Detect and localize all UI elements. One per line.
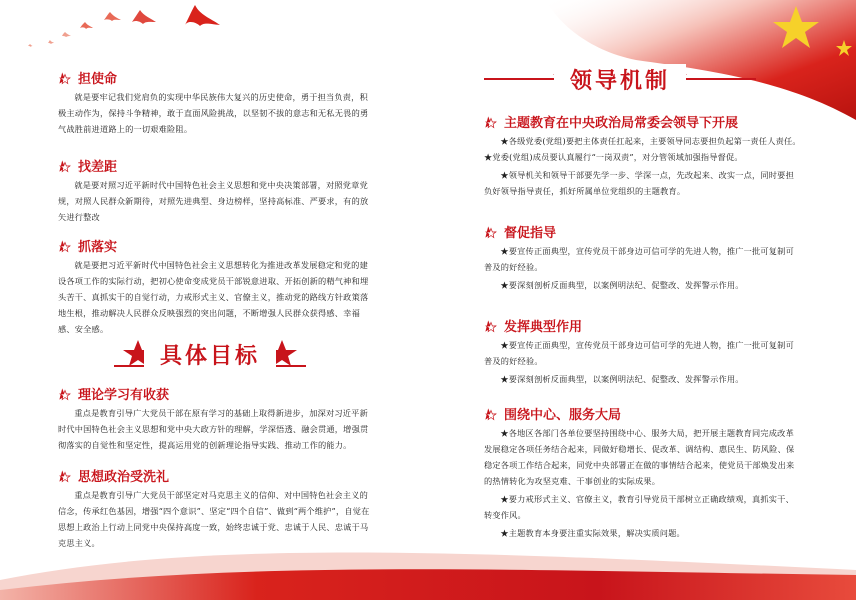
right-section-4 — [484, 404, 802, 541]
section-title: 抓落实 — [78, 240, 118, 255]
section-text: 就是要牢记我们党肩负的实现中华民族伟大复兴的历史使命，勇于担当负责，积极主动作为，保持斗争精神，敢于直面风险挑战，以坚韧不拔的意志和无私无畏的勇气战胜前进道路上的一切艰难险阻。 — [58, 92, 369, 134]
star-icon — [58, 469, 72, 483]
section-title: 督促指导 — [504, 226, 557, 241]
star-icon — [484, 407, 498, 421]
star-icon — [484, 115, 498, 129]
star-icon — [58, 159, 72, 173]
section-text: ★各地区各部门各单位要坚持围绕中心、服务大局，把开展主题教育同完成改革发展稳定各项任务结合起来，同做好稳增长、促改革、调结构、惠民生、防风险、保稳定各项工作结合起来，同党中央部署正在做的事情结合起来，使党员干部焕发出来的热情转化为攻坚克难、干事创业的实际成果。 — [484, 428, 795, 486]
section-text: 重点是教育引导广大党员干部坚定对马克思主义的信仰、对中国特色社会主义的信念，传承红色基因，增强“四个意识”、坚定“四个自信”、做到“两个维护”，自觉在思想上政治上行动上同党中央保持高度一致，始终忠诚于党、忠诚于人民、忠诚于马克思主义。 — [58, 490, 370, 548]
section-text: ★要深刻剖析反面典型，以案例明法纪、促整改、发挥警示作用。 — [500, 374, 744, 384]
right-section-2 — [484, 222, 802, 293]
section-text: ★要力戒形式主义、官僚主义，教育引导党员干部树立正确政绩观，真抓实干、转变作风。 — [484, 494, 794, 520]
right-section-3 — [484, 316, 802, 387]
banner-goals — [110, 336, 310, 372]
section-title: 围绕中心、服务大局 — [504, 408, 622, 423]
section-text: ★要深刻剖析反面典型，以案例明法纪、促整改、发挥警示作用。 — [500, 280, 744, 290]
star-icon — [58, 387, 72, 401]
banner-mechanism — [480, 60, 760, 98]
section-text: ★要宣传正面典型，宣传党员干部身边可信可学的先进人物，推广一批可复制可普及的好经验。 — [484, 246, 794, 272]
bottom-wave-decoration — [0, 530, 856, 600]
section-text: 重点是教育引导广大党员干部在原有学习的基础上取得新进步，加深对习近平新时代中国特色社会主义思想和党中央大政方针的理解，学深悟透、融会贯通，增强贯彻落实的自觉性和坚定性，提高运用党的创新理论指导实践、推动工作的能力。 — [58, 408, 369, 450]
section-title: 担使命 — [78, 72, 118, 87]
star-icon — [58, 239, 72, 253]
section-text: ★要宣传正面典型，宣传党员干部身边可信可学的先进人物，推广一批可复制可普及的好经验。 — [484, 340, 794, 366]
section-text: 就是要把习近平新时代中国特色社会主义思想转化为推进改革发展稳定和党的建设各项工作的实际行动，把初心使命变成党员干部锐意进取、开拓创新的精气神和埋头苦干、真抓实干的自觉行动，力戒形式主义、官僚主义，推动党的路线方针政策落地生根，推动解决人民群众反映强烈的突出问题，不断增强人民群众获得感、幸福感、安全感。 — [58, 260, 369, 334]
section-title: 思想政治受洗礼 — [78, 470, 170, 485]
section-title: 发挥典型作用 — [504, 320, 583, 335]
section-text: ★领导机关和领导干部要先学一步、学深一点，先改起来、改实一点，同时要担负好领导指导责任，抓好所属单位党组织的主题教育。 — [484, 170, 794, 196]
star-icon — [58, 71, 72, 85]
right-section-1 — [484, 112, 802, 199]
bird-icon — [20, 0, 230, 70]
left-section-2 — [58, 156, 376, 225]
star-icon — [484, 225, 498, 239]
star-icon — [484, 319, 498, 333]
banner-title: 领导机制 — [554, 64, 686, 95]
left-section-3 — [58, 236, 376, 337]
goal-section-1 — [58, 384, 376, 453]
section-title: 找差距 — [78, 160, 118, 175]
banner-title: 具体目标 — [144, 339, 276, 370]
section-text: 就是要对照习近平新时代中国特色社会主义思想和党中央决策部署，对照党章党规，对照人民群众新期待，对照先进典型、身边榜样，坚持高标准、严要求，有的放矢进行整改 — [58, 180, 369, 222]
section-text: ★各级党委(党组)要把主体责任扛起来，主要领导同志要担负起第一责任人责任。★党委(党组)成员要认真履行“一岗双责”，对分管领域加强指导督促。 — [484, 136, 801, 162]
section-title: 主题教育在中央政治局常委会领导下开展 — [504, 116, 739, 131]
section-text: ★主题教育本身要注重实际效果，解决实质问题。 — [500, 528, 685, 538]
section-title: 理论学习有收获 — [78, 388, 170, 403]
left-section-1 — [58, 68, 376, 137]
